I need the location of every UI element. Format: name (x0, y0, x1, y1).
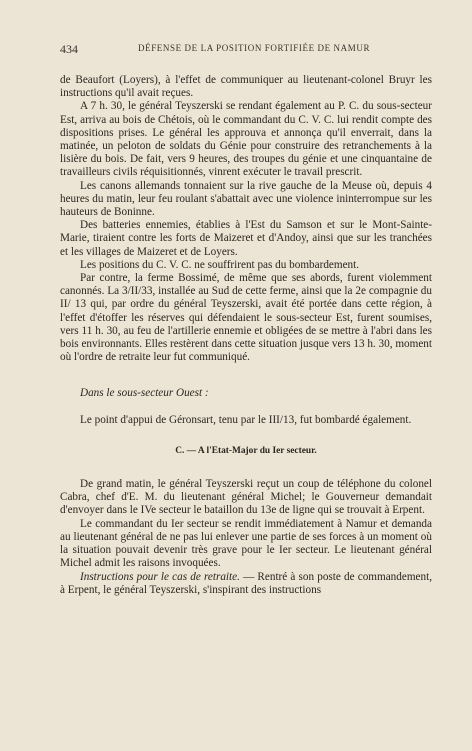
paragraph-lead: Instructions pour le cas de retraite. (80, 570, 240, 583)
paragraph: Le commandant du Ier secteur se rendit immédiatement à Namur et demanda au lieutenant général de ne pas lui enlever une partie de ses forces à un moment où la situation pouvait devenir très grave pour le Ier secteur. Le lieutenant général Michel admit les raisons invoquées. (60, 517, 432, 570)
paragraph: Par contre, la ferme Bossimé, de même que ses abords, furent violemment canonnés. La 3/II/33, installée au Sud de cette ferme, ainsi que la 2e compagnie du II/ 13 qui, par ordre du général Teyszerski, avait été portée dans cette région, à l'effet d'étoffer les réserves qui défendaient le sous-secteur Est, furent soumises, vers 11 h. 30, au feu de l'artillerie ennemie et obligées de se mettre à l'abri dans les bois environnants. Elles restèrent dans cette situation jusque vers 13 h. 30, moment où l'ordre de retraite leur fut communiqué. (60, 272, 432, 364)
paragraph: Des batteries ennemies, établies à l'Est du Samson et sur le Mont-Sainte-Marie, tiraient contre les forts de Maizeret et d'Andoy, ainsi que sur les tranchées et les villages de Maizeret et de Loyers. (60, 219, 432, 258)
section-heading: C. — A l'Etat-Major du Ier secteur. (175, 445, 317, 456)
paragraph: Les canons allemands tonnaient sur la rive gauche de la Meuse où, depuis 4 heures du matin, leur feu roulant s'abattait avec une violence ininterrompue sur les hauteurs de Boninne. (60, 179, 432, 219)
paragraph: Les positions du C. V. C. ne souffrirent pas du bombardement. (80, 258, 360, 271)
paragraph: De grand matin, le général Teyszerski reçut un coup de téléphone du colonel Cabra, chef d'E. M. du lieutenant général Michel; le Gouverneur demandait d'envoyer dans le IVe secteur le bataillon du 13e de ligne qui se trouvait à Erpent. (60, 478, 432, 517)
paragraph-text: — Rentré à son poste de commandement, à Erpent, le général Teyszerski, s'inspirant des instructions (60, 570, 433, 596)
paragraph: A 7 h. 30, le général Teyszerski se rendant également au P. C. du sous-secteur Est, arriva au bois de Chétois, où le commandant du C. V. C. lui rendit compte des dispositions prises. Le général les approuva et annonça qu'il enverrait, dans la matinée, un peloton de soldats du Génie pour construire des retranchements à la lisière du bois. De fait, vers 9 heures, des troupes du génie et une cinquantaine de travailleurs civils réquisitionnés, vinrent exécuter le travail prescrit. (60, 100, 432, 179)
page-body (60, 74, 432, 597)
running-head: DÉFENSE DE LA POSITION FORTIFIÉE DE NAMUR (138, 43, 371, 53)
paragraph (60, 571, 432, 597)
paragraph: de Beaufort (Loyers), à l'effet de communiquer au lieutenant-colonel Bruyr les instructions qu'il avait reçues. (60, 74, 432, 100)
page-number: 434 (60, 42, 78, 56)
subsection-heading: Dans le sous-secteur Ouest : (80, 387, 209, 400)
paragraph: Le point d'appui de Géronsart, tenu par le III/13, fut bombardé également. (80, 413, 412, 426)
